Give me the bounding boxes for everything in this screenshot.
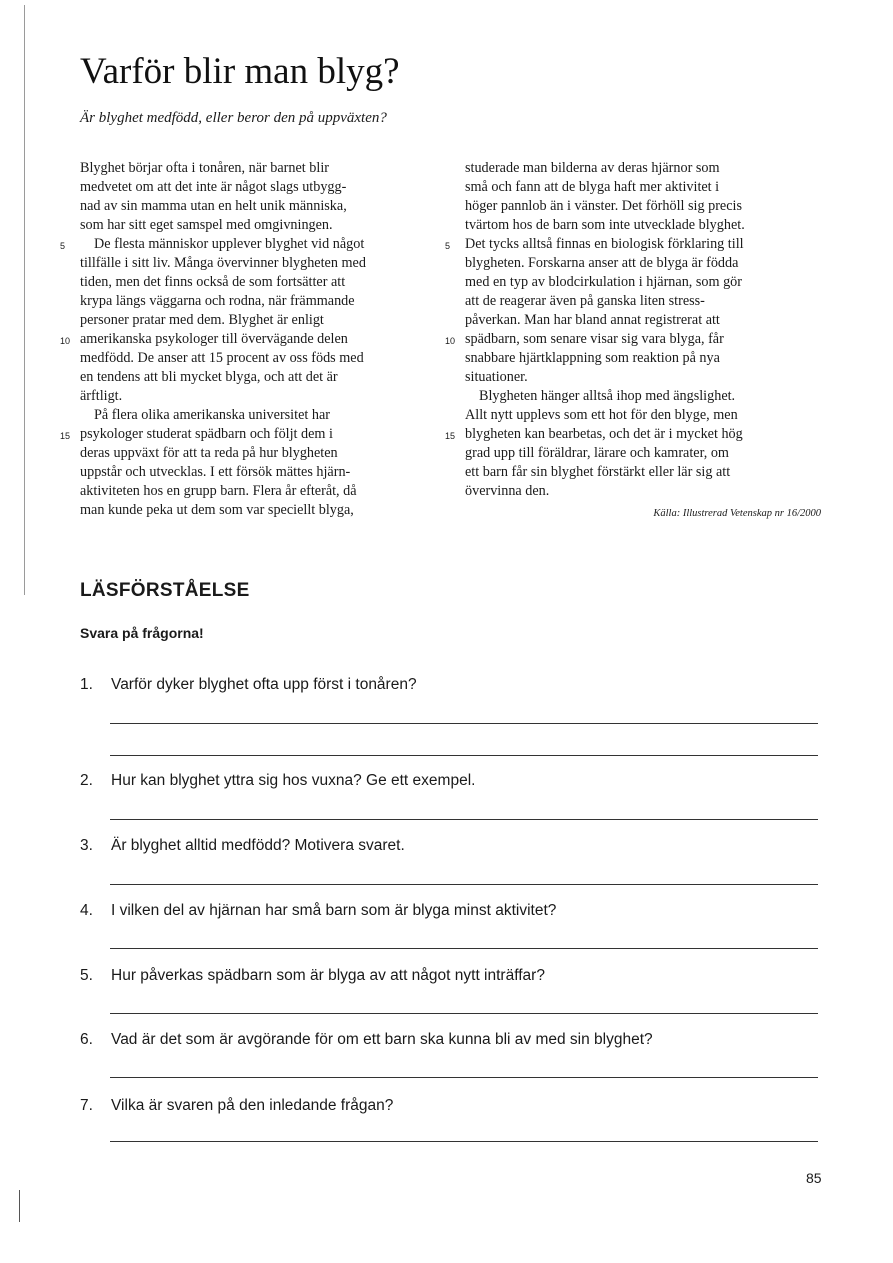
article-line: [80, 216, 440, 235]
question-number: 2.: [80, 772, 93, 789]
article-line-text: Det tycks alltså finnas en biologisk förklaring till: [465, 236, 744, 252]
line-number: 15: [60, 431, 71, 441]
article-line-text: personer pratar med dem. Blyghet är enligt: [80, 312, 324, 328]
article-line: [465, 406, 825, 425]
answer-line[interactable]: [110, 1077, 818, 1078]
article-line-text: en tendens att bli mycket blyga, och att det är: [80, 369, 338, 385]
article-line: [80, 292, 440, 311]
article-line-text: Blyghet börjar ofta i tonåren, när barnet blir: [80, 160, 329, 176]
question-item: [80, 967, 545, 985]
article-line: [80, 197, 440, 216]
article-line-text: situationer.: [465, 369, 528, 385]
article-line-text: Blygheten hänger alltså ihop med ängslighet.: [479, 388, 736, 404]
answer-line[interactable]: [110, 819, 818, 820]
article-line: [465, 159, 825, 178]
article-line: [465, 482, 825, 501]
article-line-text: övervinna den.: [465, 483, 550, 499]
article-line: [465, 311, 825, 330]
scan-margin-line: [24, 5, 25, 595]
answer-line[interactable]: [110, 1013, 818, 1014]
article-right-column: [445, 159, 825, 523]
question-item: [80, 1031, 653, 1049]
article-line-text: tillfälle i sitt liv. Många övervinner blygheten med: [80, 255, 366, 271]
article-line-text: snabbare hjärtklappning som reaktion på nya: [465, 350, 720, 366]
article-line: [80, 178, 440, 197]
question-number: 6.: [80, 1031, 93, 1048]
line-number: 5: [445, 241, 451, 251]
answer-line[interactable]: [110, 723, 818, 724]
question-text: Vilka är svaren på den inledande frågan?: [111, 1097, 394, 1114]
question-text: Är blyghet alltid medfödd? Motivera svaret.: [111, 837, 405, 854]
article-line: [465, 254, 825, 273]
question-text: Vad är det som är avgörande för om ett barn ska kunna bli av med sin blyghet?: [111, 1031, 653, 1048]
article-line: [80, 406, 440, 425]
article-line: [80, 273, 440, 292]
article-line: [80, 482, 440, 501]
article-line-text: blygheten. Forskarna anser att de blyga är födda: [465, 255, 739, 271]
article-line: [80, 368, 440, 387]
scan-margin-mark: [19, 1190, 20, 1222]
article-line-text: Allt nytt upplevs som ett hot för den blyge, men: [465, 407, 738, 423]
article-line: [465, 387, 825, 406]
article-line-text: uppstår och utvecklas. I ett försök mättes hjärn-: [80, 464, 351, 480]
article-left-column: [60, 159, 440, 520]
article-line-text: tvärtom hos de barn som inte utvecklade blyghet.: [465, 217, 745, 233]
question-number: 1.: [80, 676, 93, 693]
question-number: 4.: [80, 902, 93, 919]
question-text: I vilken del av hjärnan har små barn som är blyga minst aktivitet?: [111, 902, 557, 919]
article-source: Källa: Illustrerad Vetenskap nr 16/2000: [653, 508, 821, 519]
article-line: [445, 235, 825, 254]
article-line-text: aktiviteten hos en grupp barn. Flera år efteråt, då: [80, 483, 357, 499]
article-line-text: grad upp till föräldrar, lärare och kamrater, om: [465, 445, 729, 461]
line-number: 15: [445, 431, 456, 441]
section-heading: LÄSFÖRSTÅELSE: [80, 580, 250, 601]
article-line: [80, 387, 440, 406]
question-item: [80, 1097, 393, 1115]
article-line: [60, 425, 440, 444]
article-line: [80, 311, 440, 330]
answer-line[interactable]: [110, 755, 818, 756]
article-line-text: krypa längs väggarna och rodna, när främmande: [80, 293, 355, 309]
article-line-text: De flesta människor upplever blyghet vid något: [94, 236, 365, 252]
answer-line[interactable]: [110, 884, 818, 885]
line-number: 10: [445, 336, 456, 346]
article-line: [465, 368, 825, 387]
page-number: 85: [806, 1170, 822, 1186]
article-line: [465, 463, 825, 482]
line-number: 10: [60, 336, 71, 346]
article-line: [465, 216, 825, 235]
article-line-text: att de reagerar även på ganska liten stress-: [465, 293, 705, 309]
article-line: [80, 349, 440, 368]
question-text: Varför dyker blyghet ofta upp först i tonåren?: [111, 676, 417, 693]
article-line-text: med en typ av blodcirkulation i hjärnan, som gör: [465, 274, 742, 290]
article-line-text: ärftligt.: [80, 388, 123, 404]
page-title: Varför blir man blyg?: [80, 51, 400, 92]
article-line: [80, 254, 440, 273]
article-line: [80, 501, 440, 520]
article-line-text: På flera olika amerikanska universitet har: [94, 407, 330, 423]
question-number: 7.: [80, 1097, 93, 1114]
question-item: [80, 902, 556, 920]
article-line-text: medvetet om att det inte är något slags utbygg-: [80, 179, 347, 195]
article-line-text: spädbarn, som senare visar sig vara blyga, får: [465, 331, 724, 347]
article-line-text: nad av sin mamma utan en helt unik människa,: [80, 198, 347, 214]
answer-line[interactable]: [110, 1141, 818, 1142]
article-line-text: medfödd. De anser att 15 procent av oss föds med: [80, 350, 364, 366]
article-line: [445, 330, 825, 349]
question-text: Hur kan blyghet yttra sig hos vuxna? Ge ett exempel.: [111, 772, 476, 789]
article-line: [465, 273, 825, 292]
question-number: 5.: [80, 967, 93, 984]
article-line: [465, 197, 825, 216]
article-line-text: som har sitt eget samspel med omgivningen.: [80, 217, 333, 233]
article-line: [60, 235, 440, 254]
article-line-text: blygheten kan bearbetas, och det är i mycket hög: [465, 426, 743, 442]
article-subtitle: Är blyghet medfödd, eller beror den på uppväxten?: [80, 110, 387, 126]
exercise-instruction: Svara på frågorna!: [80, 625, 204, 641]
article-line-text: små och fann att de blyga haft mer aktivitet i: [465, 179, 720, 195]
article-line: [465, 444, 825, 463]
question-text: Hur påverkas spädbarn som är blyga av att något nytt inträffar?: [111, 967, 545, 984]
article-line: [465, 292, 825, 311]
article-line-text: höger pannlob än i vänster. Det förhöll sig precis: [465, 198, 742, 214]
article-line-text: man kunde peka ut dem som var speciellt blyga,: [80, 502, 354, 518]
article-line-text: ett barn får sin blyghet förstärkt eller lär sig att: [465, 464, 731, 480]
question-item: [80, 772, 475, 790]
article-line: [445, 425, 825, 444]
question-number: 3.: [80, 837, 93, 854]
question-item: [80, 676, 417, 694]
article-line-text: psykologer studerat spädbarn och följt dem i: [80, 426, 333, 442]
article-line: [80, 444, 440, 463]
article-line-text: studerade man bilderna av deras hjärnor som: [465, 160, 720, 176]
article-line: [465, 178, 825, 197]
article-line-text: påverkan. Man har bland annat registrerat att: [465, 312, 720, 328]
article-line: [80, 463, 440, 482]
answer-line[interactable]: [110, 948, 818, 949]
article-line-text: deras uppväxt för att ta reda på hur blygheten: [80, 445, 338, 461]
article-line-text: tiden, men det finns också de som fortsätter att: [80, 274, 346, 290]
line-number: 5: [60, 241, 66, 251]
article-line: [60, 330, 440, 349]
article-line: [465, 349, 825, 368]
article-line-text: amerikanska psykologer till övervägande delen: [80, 331, 348, 347]
article-line: [80, 159, 440, 178]
question-item: [80, 837, 405, 855]
